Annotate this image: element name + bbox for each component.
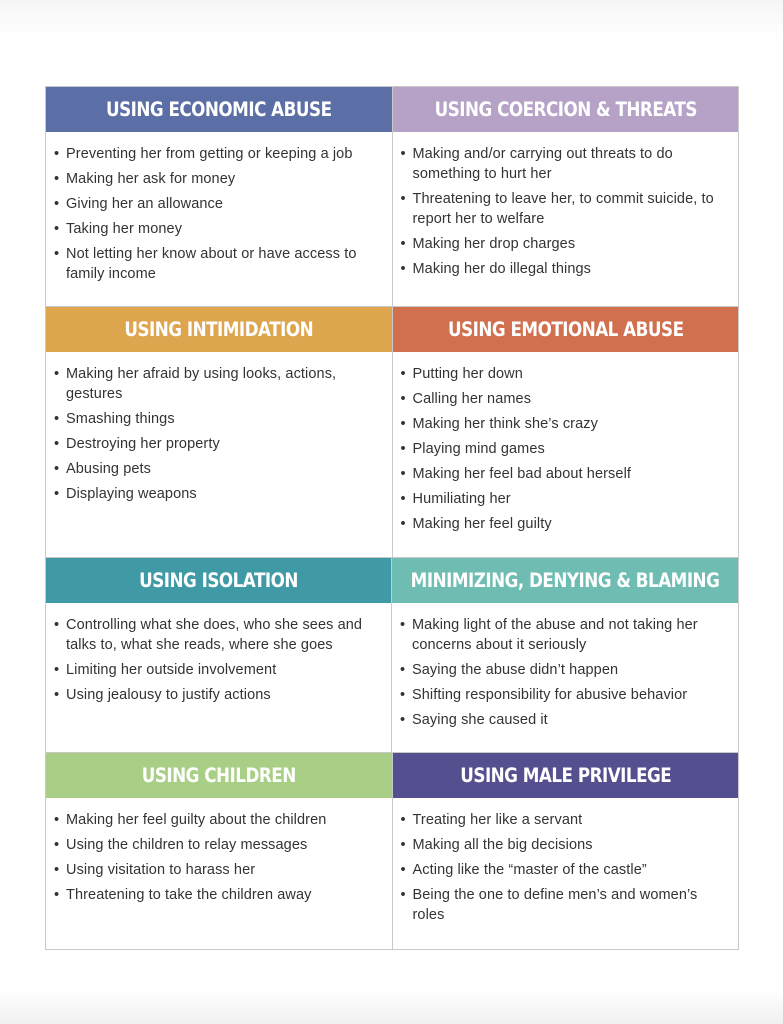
section-list — [46, 132, 392, 284]
section-header — [393, 753, 739, 798]
section-coercion-threats — [393, 87, 740, 307]
section-list — [46, 603, 391, 705]
list-item: • Threatening to leave her, to commit suicide, to report her to welfare — [413, 189, 731, 229]
list-item: • Using jealousy to justify actions — [66, 685, 383, 705]
section-list — [393, 352, 739, 534]
section-header — [392, 558, 738, 603]
section-title: USING MALE PRIVILEGE — [459, 764, 671, 787]
section-title: MINIMIZING, DENYING & BLAMING — [410, 569, 720, 592]
list-item: • Controlling what she does, who she sees and talks to, what she reads, where she goes — [66, 615, 383, 655]
list-item: • Giving her an allowance — [66, 194, 384, 214]
list-item: • Using visitation to harass her — [66, 860, 384, 880]
list-item: • Destroying her property — [66, 434, 384, 454]
list-item: • Making all the big decisions — [413, 835, 731, 855]
section-title: USING ECONOMIC ABUSE — [105, 98, 332, 121]
section-list — [46, 798, 392, 905]
list-item: • Making and/or carrying out threats to do something to hurt her — [413, 144, 731, 184]
list-item: • Being the one to define men’s and women’s roles — [413, 885, 731, 925]
list-item: • Not letting her know about or have access to family income — [66, 244, 384, 284]
list-item: • Putting her down — [413, 364, 731, 384]
list-item: • Making her feel bad about herself — [413, 464, 731, 484]
list-item: • Calling her names — [413, 389, 731, 409]
list-item: • Taking her money — [66, 219, 384, 239]
list-item: • Making her feel guilty — [413, 514, 731, 534]
grid-row — [46, 558, 739, 753]
section-list — [392, 603, 738, 730]
list-item: • Humiliating her — [413, 489, 731, 509]
list-item: • Making her do illegal things — [413, 259, 731, 279]
grid-row — [46, 307, 739, 558]
grid-row — [46, 87, 739, 307]
section-title: USING ISOLATION — [139, 569, 298, 592]
section-male-privilege — [393, 753, 740, 950]
list-item: • Abusing pets — [66, 459, 384, 479]
list-item: • Threatening to take the children away — [66, 885, 384, 905]
list-item: • Smashing things — [66, 409, 384, 429]
section-header — [46, 753, 392, 798]
list-item: • Making her afraid by using looks, actions, gestures — [66, 364, 384, 404]
abuse-tactics-grid — [45, 86, 739, 950]
section-title: USING CHILDREN — [141, 764, 296, 787]
list-item: • Limiting her outside involvement — [66, 660, 383, 680]
list-item: • Making her feel guilty about the children — [66, 810, 384, 830]
section-title: USING EMOTIONAL ABUSE — [447, 318, 684, 341]
list-item: • Saying she caused it — [412, 710, 730, 730]
list-item: • Making her think she’s crazy — [413, 414, 731, 434]
section-header — [46, 307, 392, 352]
section-emotional-abuse — [393, 307, 740, 558]
section-list — [393, 798, 739, 925]
section-header — [393, 307, 739, 352]
section-header — [46, 558, 391, 603]
section-title: USING INTIMIDATION — [124, 318, 314, 341]
list-item: • Using the children to relay messages — [66, 835, 384, 855]
grid-row — [46, 753, 739, 950]
list-item: • Shifting responsibility for abusive behavior — [412, 685, 730, 705]
section-title: USING COERCION & THREATS — [434, 98, 697, 121]
section-list — [46, 352, 392, 504]
list-item: • Making her ask for money — [66, 169, 384, 189]
section-economic-abuse — [46, 87, 393, 307]
list-item: • Displaying weapons — [66, 484, 384, 504]
section-isolation — [46, 558, 392, 753]
list-item: • Making her drop charges — [413, 234, 731, 254]
section-minimizing-denying-blaming — [392, 558, 739, 753]
list-item: • Treating her like a servant — [413, 810, 731, 830]
section-header — [393, 87, 739, 132]
list-item: • Acting like the “master of the castle” — [413, 860, 731, 880]
section-children — [46, 753, 393, 950]
section-list — [393, 132, 739, 279]
section-header — [46, 87, 392, 132]
list-item: • Saying the abuse didn’t happen — [412, 660, 730, 680]
list-item: • Preventing her from getting or keeping a job — [66, 144, 384, 164]
list-item: • Making light of the abuse and not taking her concerns about it seriously — [412, 615, 730, 655]
section-intimidation — [46, 307, 393, 558]
list-item: • Playing mind games — [413, 439, 731, 459]
